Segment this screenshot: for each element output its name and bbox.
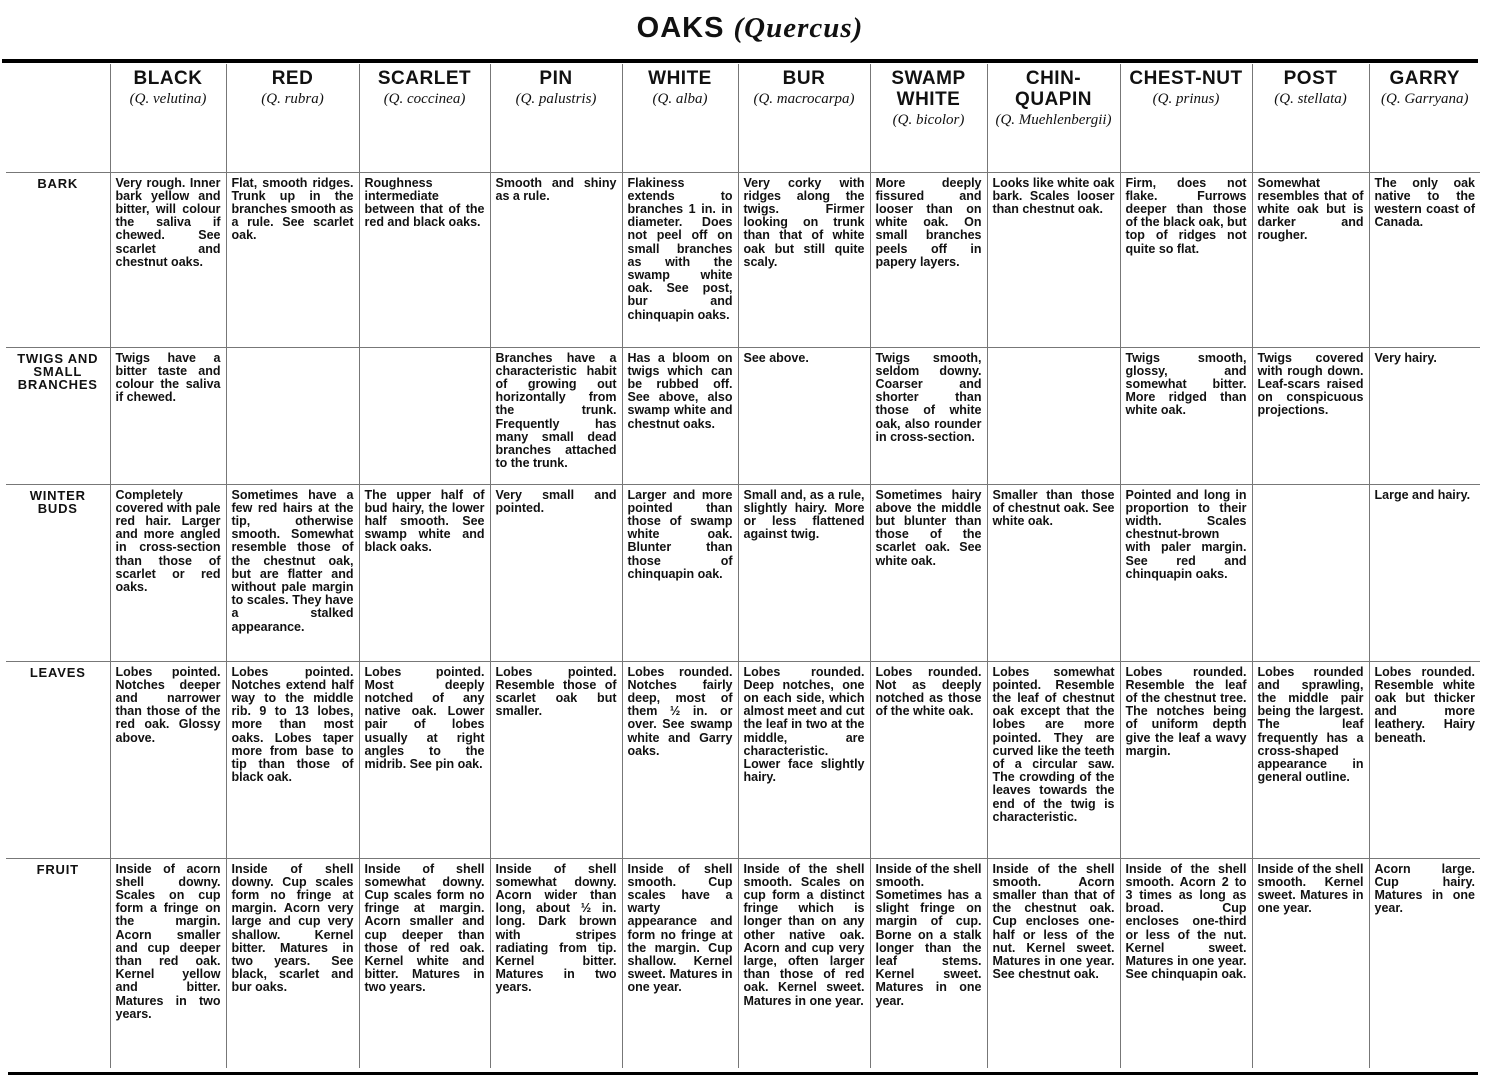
species-header-row (6, 64, 1480, 172)
species-common-name: BLACK (133, 68, 203, 89)
row-label: WINTER BUDS (6, 484, 110, 661)
table-cell: Inside of shell somewhat downy. Cup scales form no fringe at margin. Acorn smaller and cup deeper than those of red oak. Kernel white and bitter. Matures in two years. (359, 858, 490, 1068)
title-latin: (Quercus) (733, 12, 864, 44)
species-latin-name: (Q. stellata) (1274, 91, 1347, 107)
corner-cell (6, 64, 110, 172)
page-title (0, 12, 1500, 45)
table-cell (359, 347, 490, 484)
oak-comparison-table (6, 64, 1480, 1068)
row-label: BARK (6, 172, 110, 347)
table-row-fruit (6, 858, 1480, 1068)
table-cell: Larger and more pointed than those of swamp white oak. Blunter than those of chinquapin oak. (622, 484, 738, 661)
table-cell (987, 347, 1120, 484)
table-cell (226, 347, 359, 484)
species-header (1369, 64, 1480, 172)
table-cell: Twigs have a bitter taste and colour the saliva if chewed. (110, 347, 226, 484)
table-row-bark (6, 172, 1480, 347)
table-cell: Lobes pointed. Notches deeper and narrower than those of the red oak. Glossy above. (110, 661, 226, 858)
table-cell: Lobes rounded. Deep notches, one on each side, which almost meet and cut the leaf in two at the middle, are characteristic. Lower face slightly hairy. (738, 661, 870, 858)
table-cell (1252, 484, 1369, 661)
species-header (110, 64, 226, 172)
table-cell: Inside of the shell smooth. Acorn 2 to 3 times as long as broad. Cup encloses one-third or less of the nut. Kernel sweet. Matures in one year. See chinquapin oak. (1120, 858, 1252, 1068)
table-cell: Sometimes hairy above the middle but blunter than those of the scarlet oak. See white oak. (870, 484, 987, 661)
species-common-name: CHIN-QUAPIN (1015, 68, 1092, 110)
table-cell: Inside of acorn shell downy. Scales on cup form a fringe on the margin. Acorn smaller and cup deeper than red oak. Kernel yellow and bitter. Matures in two years. (110, 858, 226, 1068)
species-latin-name: (Q. bicolor) (892, 112, 965, 128)
species-common-name: SCARLET (377, 68, 472, 89)
table-cell: Flakiness extends to branches 1 in. in diameter. Does not peel off on small branches as with the swamp white oak. See post, bur and chinquapin oaks. (622, 172, 738, 347)
table-cell: Very rough. Inner bark yellow and bitter, will colour the saliva if chewed. See scarlet and chestnut oaks. (110, 172, 226, 347)
species-header (738, 64, 870, 172)
species-common-name: GARRY (1389, 68, 1460, 89)
table-cell: Completely covered with pale red hair. Larger and more angled in cross-section than those of scarlet or red oaks. (110, 484, 226, 661)
species-latin-name: (Q. prinus) (1152, 91, 1220, 107)
table-row-winter-buds (6, 484, 1480, 661)
table-cell: Has a bloom on twigs which can be rubbed off. See above, also swamp white and chestnut oaks. (622, 347, 738, 484)
table-cell: Very hairy. (1369, 347, 1480, 484)
species-common-name: PIN (539, 68, 573, 89)
row-label: FRUIT (6, 858, 110, 1068)
species-header (1120, 64, 1252, 172)
table-cell: Lobes pointed. Most deeply notched of any native oak. Lower pair of lobes usually at right angles to the midrib. See pin oak. (359, 661, 490, 858)
species-latin-name: (Q. palustris) (515, 91, 597, 107)
species-latin-name: (Q. velutina) (129, 91, 207, 107)
species-header (490, 64, 622, 172)
table-cell: Lobes rounded. Notches fairly deep, most of them ½ in. or over. See swamp white and Garry oaks. (622, 661, 738, 858)
species-latin-name: (Q. Garryana) (1381, 91, 1469, 107)
table-cell: Very small and pointed. (490, 484, 622, 661)
species-latin-name: (Q. alba) (652, 91, 708, 107)
table-cell: Lobes rounded. Resemble the leaf of the chestnut tree. The notches being of uniform depth give the leaf a wavy margin. (1120, 661, 1252, 858)
row-label: LEAVES (6, 661, 110, 858)
table-cell: Inside of shell downy. Cup scales form no fringe at margin. Acorn very large and cup very shallow. Kernel bitter. Matures in two years. See black, scarlet and bur oaks. (226, 858, 359, 1068)
table-cell: Lobes rounded. Resemble white oak but thicker and more leathery. Hairy beneath. (1369, 661, 1480, 858)
species-header (226, 64, 359, 172)
table-cell: Roughness intermediate between that of the red and black oaks. (359, 172, 490, 347)
species-latin-name: (Q. coccinea) (383, 91, 466, 107)
species-header (359, 64, 490, 172)
bottom-rule (8, 1072, 1478, 1075)
table-cell: Lobes pointed. Resemble those of scarlet oak but smaller. (490, 661, 622, 858)
species-common-name: POST (1283, 68, 1338, 89)
species-header (622, 64, 738, 172)
table-cell: Branches have a characteristic habit of growing out horizontally from the trunk. Frequently has many small dead branches attached to the trunk. (490, 347, 622, 484)
table-cell: Lobes rounded. Not as deeply notched as those of the white oak. (870, 661, 987, 858)
species-latin-name: (Q. Muehlenbergii) (995, 112, 1112, 128)
table-cell: Twigs smooth, glossy, and somewhat bitter. More ridged than white oak. (1120, 347, 1252, 484)
species-header (870, 64, 987, 172)
table-cell: Very corky with ridges along the twigs. Firmer looking on trunk than that of white oak but still quite scaly. (738, 172, 870, 347)
table-cell: Sometimes have a few red hairs at the tip, otherwise smooth. Somewhat resemble those of the chestnut oak, but are flatter and without pale margin to scales. They have a stalked appearance. (226, 484, 359, 661)
table-cell: Acorn large. Cup hairy. Matures in one year. (1369, 858, 1480, 1068)
table-cell: Inside of the shell smooth. Acorn smaller than that of the chestnut oak. Cup encloses one-half or less of the nut. Kernel sweet. Matures in one year. See chestnut oak. (987, 858, 1120, 1068)
table-cell: The upper half of bud hairy, the lower half smooth. See swamp white and black oaks. (359, 484, 490, 661)
table-cell: Lobes pointed. Notches extend half way to the middle rib. 9 to 13 lobes, more than most oaks. Lobes taper more from base to tip than those of black oak. (226, 661, 359, 858)
table-cell: Inside of shell somewhat downy. Acorn wider than long, about ½ in. long. Dark brown with stripes radiating from tip. Kernel bitter. Matures in two years. (490, 858, 622, 1068)
title-main: OAKS (636, 12, 725, 44)
table-cell: Twigs covered with rough down. Leaf-scars raised on conspicuous projections. (1252, 347, 1369, 484)
top-rule (2, 59, 1478, 63)
table-cell: The only oak native to the western coast of Canada. (1369, 172, 1480, 347)
species-latin-name: (Q. rubra) (261, 91, 324, 107)
row-label: TWIGS AND SMALL BRANCHES (6, 347, 110, 484)
table-cell: Large and hairy. (1369, 484, 1480, 661)
table-cell: Flat, smooth ridges. Trunk up in the branches smooth as a rule. See scarlet oak. (226, 172, 359, 347)
table-cell: Inside of the shell smooth. Sometimes has a slight fringe on margin of cup. Borne on a stalk longer than the leaf stems. Kernel sweet. Matures in one year. (870, 858, 987, 1068)
table-cell: Inside of shell smooth. Cup scales have a warty appearance and form no fringe at the margin. Cup shallow. Kernel sweet. Matures in one year. (622, 858, 738, 1068)
species-common-name: BUR (782, 68, 826, 89)
table-cell: Lobes somewhat pointed. Resemble the leaf of chestnut oak except that the lobes are more pointed. They are curved like the teeth of a circular saw. The crowding of the leaves towards the end of the twig is characteristic. (987, 661, 1120, 858)
species-latin-name: (Q. macrocarpa) (753, 91, 855, 107)
table-cell: Looks like white oak bark. Scales looser than chestnut oak. (987, 172, 1120, 347)
table-cell: Smooth and shiny as a rule. (490, 172, 622, 347)
table-cell: Twigs smooth, seldom downy. Coarser and shorter than those of white oak, also rounder in cross-section. (870, 347, 987, 484)
species-common-name: WHITE (648, 68, 712, 89)
species-common-name: RED (271, 68, 314, 89)
table-cell: Firm, does not flake. Furrows deeper than those of the black oak, but top of ridges not quite so flat. (1120, 172, 1252, 347)
species-header (1252, 64, 1369, 172)
table-cell: More deeply fissured and looser than on white oak. On small branches peels off in papery layers. (870, 172, 987, 347)
table-cell: Pointed and long in proportion to their width. Scales chestnut-brown with paler margin. See red and chinquapin oaks. (1120, 484, 1252, 661)
table-cell: See above. (738, 347, 870, 484)
species-common-name: CHEST-NUT (1129, 68, 1243, 89)
table-row-leaves (6, 661, 1480, 858)
table-cell: Inside of the shell smooth. Kernel sweet. Matures in one year. (1252, 858, 1369, 1068)
table-cell: Somewhat resembles that of white oak but is darker and rougher. (1252, 172, 1369, 347)
table-row-twigs (6, 347, 1480, 484)
species-header (987, 64, 1120, 172)
table-cell: Lobes rounded and sprawling, the middle pair being the largest. The leaf frequently has a cross-shaped appearance in general outline. (1252, 661, 1369, 858)
table-cell: Inside of the shell smooth. Scales on cup form a distinct fringe which is longer than on any other native oak. Acorn and cup very large, often larger than those of red oak. Kernel sweet. Matures in one year. (738, 858, 870, 1068)
species-common-name: SWAMP WHITE (891, 68, 966, 110)
table-cell: Smaller than those of chestnut oak. See white oak. (987, 484, 1120, 661)
table-cell: Small and, as a rule, slightly hairy. More or less flattened against twig. (738, 484, 870, 661)
